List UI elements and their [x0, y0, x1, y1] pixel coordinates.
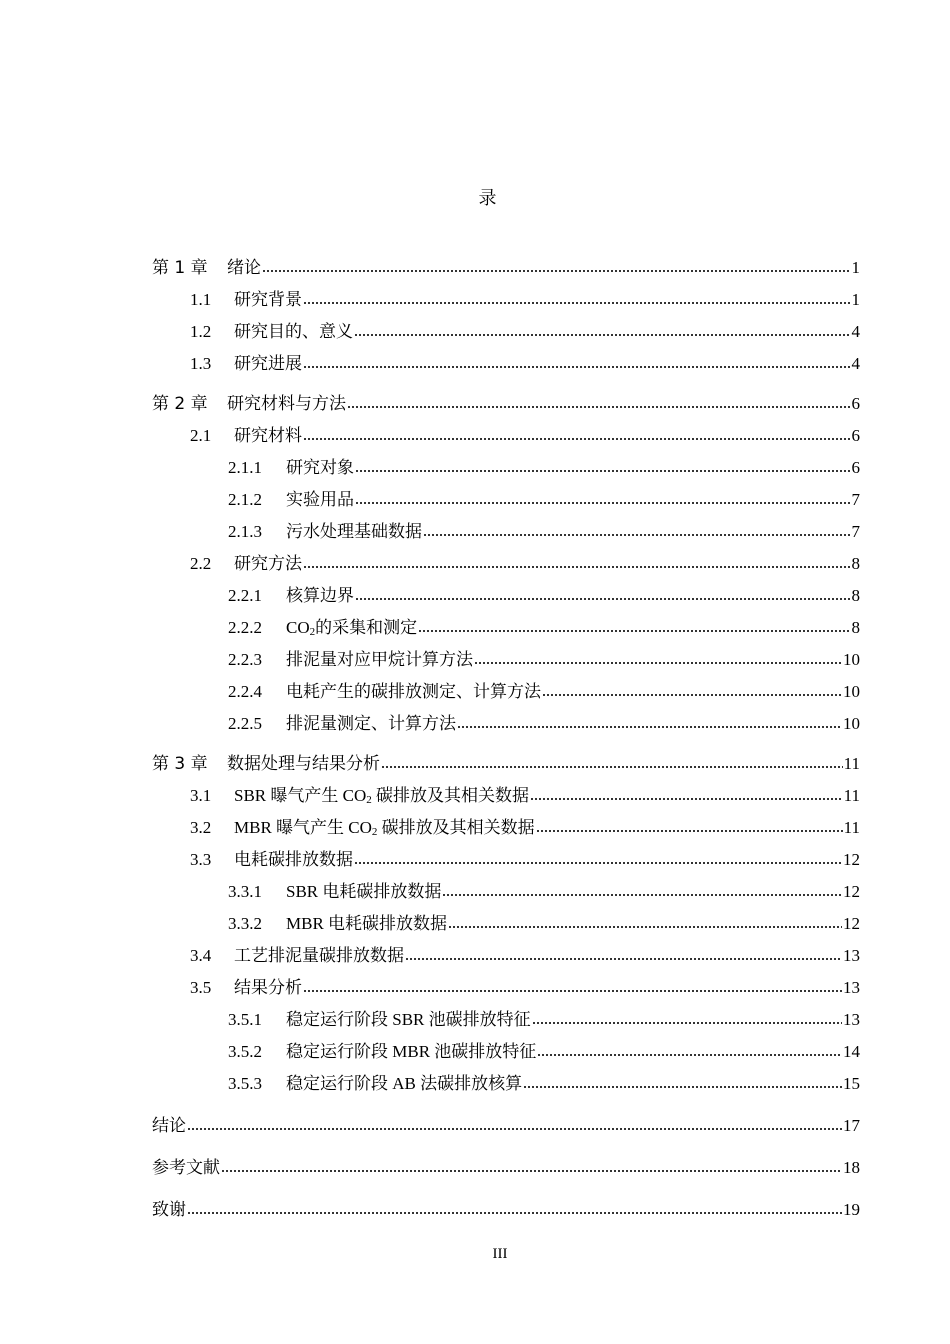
toc-page-number: 10 — [843, 682, 860, 701]
subscript: 2 — [309, 626, 316, 638]
toc-label: 研究对象 — [286, 458, 354, 477]
toc-label: 研究目的、意义 — [234, 322, 353, 341]
toc-entry-3-5-3[interactable] — [152, 1062, 860, 1094]
toc-page-number: 7 — [851, 522, 860, 541]
toc-label: 电耗产生的碳排放测定、计算方法 — [286, 682, 541, 701]
toc-entry-2-2-5[interactable] — [152, 702, 860, 734]
toc-page-number: 12 — [843, 882, 860, 901]
dot-leader — [423, 531, 851, 537]
toc-entry-3-3-2[interactable] — [152, 902, 860, 934]
toc-page-number: 4 — [851, 354, 860, 373]
toc-label: 排泥量测定、计算方法 — [286, 714, 456, 733]
toc-entry-3-3[interactable] — [152, 838, 860, 870]
toc-label: MBR 电耗碳排放数据 — [286, 914, 448, 933]
toc-entry-chapter-3[interactable] — [152, 742, 860, 774]
toc-entry-2-2-3[interactable] — [152, 638, 860, 670]
dot-leader — [354, 331, 851, 337]
dot-leader — [536, 827, 843, 833]
table-of-contents — [152, 246, 860, 1220]
dot-leader — [381, 763, 843, 769]
toc-number: 1.1 — [190, 290, 212, 309]
toc-number: 3.5.2 — [228, 1042, 262, 1061]
dot-leader — [448, 923, 842, 929]
toc-number: 2.2.3 — [228, 650, 262, 669]
dot-leader — [303, 563, 851, 569]
toc-number: 3.1 — [190, 786, 212, 805]
toc-label: 结论 — [152, 1116, 186, 1136]
dot-leader — [442, 891, 842, 897]
toc-page-number: 18 — [843, 1158, 860, 1177]
toc-page-number: 6 — [851, 426, 860, 445]
toc-label — [234, 786, 529, 806]
toc-page-number: 1 — [851, 258, 860, 277]
toc-label: 研究背景 — [234, 290, 302, 309]
dot-leader — [405, 955, 842, 961]
page-number-footer: III — [492, 1246, 508, 1262]
dot-leader — [457, 723, 842, 729]
toc-page-number: 19 — [843, 1200, 860, 1219]
toc-number: 2.2 — [190, 554, 212, 573]
dot-leader — [355, 595, 851, 601]
toc-page-number: 11 — [843, 754, 860, 773]
toc-label: 污水处理基础数据 — [286, 522, 422, 541]
toc-number: 3.3 — [190, 850, 212, 869]
page-title: 录 — [478, 188, 497, 209]
toc-page-number: 1 — [851, 290, 860, 309]
toc-entry-3-1[interactable] — [152, 774, 860, 806]
dot-leader — [355, 499, 851, 505]
toc-entry-3-5-2[interactable] — [152, 1030, 860, 1062]
toc-number: 3.5.3 — [228, 1074, 262, 1093]
label-suffix: 碳排放及其相关数据 — [371, 786, 529, 805]
toc-page-number: 11 — [843, 786, 860, 805]
toc-entry-2-2[interactable] — [152, 542, 860, 574]
dot-leader — [354, 859, 842, 865]
dot-leader — [262, 267, 851, 273]
toc-page-number: 12 — [843, 850, 860, 869]
toc-entry-3-4[interactable] — [152, 934, 860, 966]
toc-entry-conclusion[interactable] — [152, 1104, 860, 1136]
toc-label: 稳定运行阶段 SBR 池碳排放特征 — [286, 1010, 531, 1029]
toc-entry-chapter-1[interactable] — [152, 246, 860, 278]
toc-page-number: 6 — [851, 458, 860, 477]
toc-label: 排泥量对应甲烷计算方法 — [286, 650, 473, 669]
toc-label: 研究材料 — [234, 426, 302, 445]
toc-entry-2-1-1[interactable] — [152, 446, 860, 478]
label-suffix: 的采集和测定 — [315, 618, 418, 637]
toc-entry-2-1-2[interactable] — [152, 478, 860, 510]
dot-leader — [187, 1125, 842, 1131]
dot-leader — [221, 1167, 842, 1173]
toc-number: 2.2.2 — [228, 618, 262, 637]
dot-leader — [303, 363, 851, 369]
toc-label — [286, 618, 417, 638]
toc-number: 3.5 — [190, 978, 212, 997]
toc-number: 2.1.3 — [228, 522, 262, 541]
toc-number: 2.1 — [190, 426, 212, 445]
toc-number: 3.4 — [190, 946, 212, 965]
toc-label: 实验用品 — [286, 490, 354, 509]
toc-number: 第 3 章 — [152, 754, 208, 774]
toc-page-number: 15 — [843, 1074, 860, 1093]
toc-number: 3.3.1 — [228, 882, 262, 901]
toc-label: 研究进展 — [234, 354, 302, 373]
label-suffix: 碳排放及其相关数据 — [377, 818, 535, 837]
toc-number: 第 1 章 — [152, 258, 208, 278]
toc-number: 3.3.2 — [228, 914, 262, 933]
toc-label: 核算边界 — [286, 586, 354, 605]
dot-leader — [537, 1051, 842, 1057]
dot-leader — [523, 1083, 842, 1089]
toc-entry-1-1[interactable] — [152, 278, 860, 310]
dot-leader — [355, 467, 851, 473]
toc-label: 工艺排泥量碳排放数据 — [234, 946, 404, 965]
dot-leader — [474, 659, 842, 665]
toc-number: 2.2.1 — [228, 586, 262, 605]
toc-page-number: 6 — [851, 394, 860, 413]
label-prefix: SBR 曝气产生 CO — [234, 786, 367, 805]
subscript: 2 — [371, 826, 378, 838]
dot-leader — [303, 987, 842, 993]
toc-number: 1.2 — [190, 322, 212, 341]
subscript: 2 — [366, 794, 372, 806]
toc-entry-1-2[interactable] — [152, 310, 860, 342]
toc-entry-3-2[interactable] — [152, 806, 860, 838]
toc-entry-3-5[interactable] — [152, 966, 860, 998]
toc-number: 2.2.4 — [228, 682, 262, 701]
dot-leader — [542, 691, 842, 697]
toc-entry-2-2-4[interactable] — [152, 670, 860, 702]
toc-label — [234, 818, 535, 838]
toc-entry-acknowledgements[interactable] — [152, 1188, 860, 1220]
toc-entry-2-1[interactable] — [152, 414, 860, 446]
toc-label: 研究方法 — [234, 554, 302, 573]
toc-number: 2.1.2 — [228, 490, 262, 509]
toc-label: 数据处理与结果分析 — [227, 754, 380, 774]
toc-label: 参考文献 — [152, 1158, 220, 1178]
toc-page-number: 8 — [851, 618, 860, 637]
toc-number: 第 2 章 — [152, 394, 208, 414]
toc-page-number: 10 — [843, 650, 860, 669]
toc-page-number: 4 — [851, 322, 860, 341]
toc-entry-2-2-2[interactable] — [152, 606, 860, 638]
toc-page-number: 13 — [843, 1010, 860, 1029]
toc-page-number: 14 — [843, 1042, 860, 1061]
dot-leader — [303, 435, 851, 441]
toc-entry-3-3-1[interactable] — [152, 870, 860, 902]
toc-entry-1-3[interactable] — [152, 342, 860, 374]
toc-entry-2-1-3[interactable] — [152, 510, 860, 542]
toc-page-number: 17 — [843, 1116, 860, 1135]
toc-entry-2-2-1[interactable] — [152, 574, 860, 606]
toc-page-number: 11 — [843, 818, 860, 837]
toc-page-number: 13 — [843, 978, 860, 997]
toc-page-number: 7 — [851, 490, 860, 509]
toc-label: SBR 电耗碳排放数据 — [286, 882, 442, 901]
dot-leader — [418, 627, 850, 633]
toc-label: 研究材料与方法 — [227, 394, 346, 414]
toc-page-number: 12 — [843, 914, 860, 933]
toc-label: 电耗碳排放数据 — [234, 850, 353, 869]
toc-label: 稳定运行阶段 MBR 池碳排放特征 — [286, 1042, 537, 1061]
toc-label: 绪论 — [227, 258, 261, 278]
toc-label: 结果分析 — [234, 978, 302, 997]
toc-entry-references[interactable] — [152, 1146, 860, 1178]
toc-number: 3.2 — [190, 818, 212, 837]
dot-leader — [303, 299, 851, 305]
dot-leader — [532, 1019, 842, 1025]
label-prefix: MBR 曝气产生 CO — [234, 818, 372, 837]
toc-number: 3.5.1 — [228, 1010, 262, 1029]
toc-number: 2.1.1 — [228, 458, 262, 477]
dot-leader — [347, 403, 851, 409]
toc-page-number: 8 — [851, 586, 860, 605]
toc-number: 2.2.5 — [228, 714, 262, 733]
label-prefix: CO — [286, 618, 310, 637]
toc-page-number: 10 — [843, 714, 860, 733]
toc-number: 1.3 — [190, 354, 212, 373]
toc-page-number: 13 — [843, 946, 860, 965]
toc-label: 稳定运行阶段 AB 法碳排放核算 — [286, 1074, 523, 1093]
toc-entry-chapter-2[interactable] — [152, 382, 860, 414]
dot-leader — [530, 795, 843, 801]
toc-page-number: 8 — [851, 554, 860, 573]
dot-leader — [187, 1209, 842, 1215]
toc-entry-3-5-1[interactable] — [152, 998, 860, 1030]
toc-label: 致谢 — [152, 1200, 186, 1220]
